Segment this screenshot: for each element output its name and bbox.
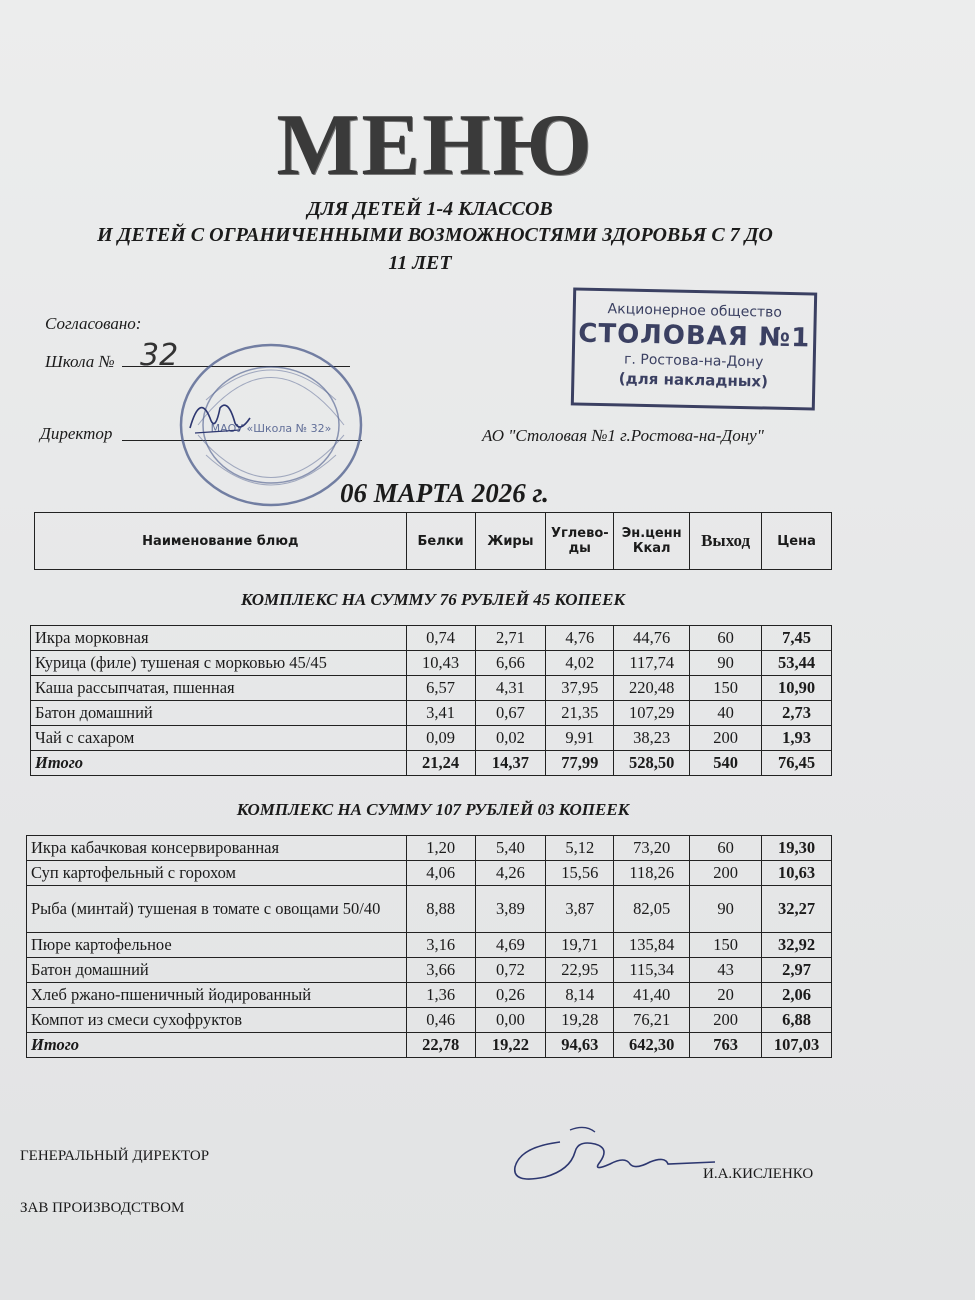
output-cell: 763 (690, 1033, 762, 1058)
proteins-cell: 21,24 (406, 751, 475, 776)
carbs-cell: 9,91 (546, 726, 614, 751)
price-cell: 76,45 (762, 751, 832, 776)
dish-name: Каша рассыпчатая, пшенная (31, 676, 407, 701)
total-row (27, 1033, 832, 1058)
header-energy: Эн.ценн Ккал (614, 513, 690, 570)
proteins-cell: 0,74 (406, 626, 475, 651)
price-cell: 1,93 (762, 726, 832, 751)
menu-header-table (34, 512, 832, 570)
proteins-cell: 3,41 (406, 701, 475, 726)
output-cell: 60 (690, 626, 762, 651)
gen-director-label: ГЕНЕРАЛЬНЫЙ ДИРЕКТОР (20, 1148, 210, 1164)
price-cell: 19,30 (762, 836, 832, 861)
carbs-cell: 3,87 (546, 886, 614, 933)
price-cell: 2,97 (762, 958, 832, 983)
dish-name: Икра кабачковая консервированная (27, 836, 407, 861)
approved-label: Согласовано: (45, 314, 142, 333)
dish-name: Батон домашний (31, 701, 407, 726)
price-cell: 2,73 (762, 701, 832, 726)
subtitle-line-3: 11 ЛЕТ (388, 252, 452, 274)
output-cell: 90 (690, 886, 762, 933)
stamp-line-1: Акционерное общество (607, 301, 783, 321)
carbs-cell: 19,28 (546, 1008, 614, 1033)
supplier-stamp (571, 287, 817, 410)
fats-cell: 4,26 (475, 861, 546, 886)
header-fats: Жиры (475, 513, 546, 570)
output-cell: 90 (690, 651, 762, 676)
header-proteins: Белки (406, 513, 475, 570)
proteins-cell: 10,43 (406, 651, 475, 676)
fats-cell: 6,66 (475, 651, 546, 676)
complex-2-title: КОМПЛЕКС НА СУММУ 107 РУБЛЕЙ 03 КОПЕЕК (236, 800, 630, 819)
proteins-cell: 6,57 (406, 676, 475, 701)
proteins-cell: 1,36 (406, 983, 475, 1008)
gen-director-signature (500, 1122, 720, 1192)
round-stamp-center: МАОУ «Школа № 32» (210, 422, 332, 435)
output-cell: 150 (690, 676, 762, 701)
carbs-cell: 19,71 (546, 933, 614, 958)
table-row (31, 651, 832, 676)
fats-cell: 3,89 (475, 886, 546, 933)
fats-cell: 0,67 (475, 701, 546, 726)
carbs-cell: 4,02 (546, 651, 614, 676)
table-row (31, 676, 832, 701)
energy-cell: 220,48 (614, 676, 690, 701)
output-cell: 200 (690, 1008, 762, 1033)
carbs-cell: 22,95 (546, 958, 614, 983)
carbs-cell: 5,12 (546, 836, 614, 861)
table-row (27, 1008, 832, 1033)
fats-cell: 19,22 (475, 1033, 546, 1058)
price-cell: 32,92 (762, 933, 832, 958)
page-title: МЕНЮ (276, 97, 594, 194)
stamp-line-3: г. Ростова-на-Дону (623, 351, 764, 371)
energy-cell: 528,50 (614, 751, 690, 776)
fats-cell: 0,72 (475, 958, 546, 983)
fats-cell: 4,31 (475, 676, 546, 701)
dish-name: Чай с сахаром (31, 726, 407, 751)
complex-2-table (26, 835, 832, 1058)
energy-cell: 44,76 (614, 626, 690, 651)
output-cell: 200 (690, 861, 762, 886)
table-row (31, 701, 832, 726)
director-label: Директор (40, 424, 113, 443)
subtitle-line-1: ДЛЯ ДЕТЕЙ 1-4 КЛАССОВ (307, 198, 553, 220)
dish-name: Курица (филе) тушеная с морковью 45/45 (31, 651, 407, 676)
production-manager-label: ЗАВ ПРОИЗВОДСТВОМ (20, 1200, 185, 1216)
energy-cell: 73,20 (614, 836, 690, 861)
dish-name: Пюре картофельное (27, 933, 407, 958)
energy-cell: 38,23 (614, 726, 690, 751)
price-cell: 107,03 (762, 1033, 832, 1058)
proteins-cell: 0,09 (406, 726, 475, 751)
dish-name: Компот из смеси сухофруктов (27, 1008, 407, 1033)
table-row (27, 933, 832, 958)
energy-cell: 642,30 (614, 1033, 690, 1058)
stamp-line-2: СТОЛОВАЯ №1 (577, 318, 811, 354)
proteins-cell: 0,46 (406, 1008, 475, 1033)
gen-director-name: И.А.КИСЛЕНКО (703, 1166, 814, 1182)
header-output: Выход (690, 513, 762, 570)
proteins-cell: 3,66 (406, 958, 475, 983)
output-cell: 540 (690, 751, 762, 776)
carbs-cell: 15,56 (546, 861, 614, 886)
energy-cell: 82,05 (614, 886, 690, 933)
fats-cell: 14,37 (475, 751, 546, 776)
energy-cell: 117,74 (614, 651, 690, 676)
complex-1-table (30, 625, 832, 776)
price-cell: 7,45 (762, 626, 832, 651)
table-row (27, 983, 832, 1008)
header-carbs: Углево-ды (546, 513, 614, 570)
dish-name: Суп картофельный с горохом (27, 861, 407, 886)
fats-cell: 0,00 (475, 1008, 546, 1033)
total-row (31, 751, 832, 776)
proteins-cell: 8,88 (406, 886, 475, 933)
dish-name: Батон домашний (27, 958, 407, 983)
carbs-cell: 8,14 (546, 983, 614, 1008)
price-cell: 32,27 (762, 886, 832, 933)
output-cell: 40 (690, 701, 762, 726)
fats-cell: 0,02 (475, 726, 546, 751)
table-row (27, 836, 832, 861)
price-cell: 53,44 (762, 651, 832, 676)
table-row (31, 726, 832, 751)
output-cell: 60 (690, 836, 762, 861)
output-cell: 43 (690, 958, 762, 983)
energy-cell: 76,21 (614, 1008, 690, 1033)
energy-cell: 135,84 (614, 933, 690, 958)
proteins-cell: 3,16 (406, 933, 475, 958)
menu-date: 06 МАРТА 2026 г. (340, 478, 549, 508)
carbs-cell: 94,63 (546, 1033, 614, 1058)
fats-cell: 4,69 (475, 933, 546, 958)
subtitle-line-2: И ДЕТЕЙ С ОГРАНИЧЕННЫМИ ВОЗМОЖНОСТЯМИ ЗДОРОВЬЯ С 7 ДО (97, 224, 773, 246)
carbs-cell: 37,95 (546, 676, 614, 701)
output-cell: 150 (690, 933, 762, 958)
dish-name: Итого (31, 751, 407, 776)
header-price: Цена (762, 513, 832, 570)
header-name: Наименование блюд (35, 513, 407, 570)
energy-cell: 41,40 (614, 983, 690, 1008)
carbs-cell: 4,76 (546, 626, 614, 651)
school-label: Школа № (45, 352, 115, 371)
dish-name: Хлеб ржано-пшеничный йодированный (27, 983, 407, 1008)
table-row (27, 958, 832, 983)
carbs-cell: 21,35 (546, 701, 614, 726)
fats-cell: 0,26 (475, 983, 546, 1008)
school-number: 32 (140, 338, 179, 373)
price-cell: 10,63 (762, 861, 832, 886)
proteins-cell: 1,20 (406, 836, 475, 861)
price-cell: 2,06 (762, 983, 832, 1008)
dish-name: Рыба (минтай) тушеная в томате с овощами 50/40 (27, 886, 407, 933)
price-cell: 6,88 (762, 1008, 832, 1033)
director-signature (180, 388, 260, 448)
table-row (27, 861, 832, 886)
dish-name: Итого (27, 1033, 407, 1058)
carbs-cell: 77,99 (546, 751, 614, 776)
supplier-name: АО "Столовая №1 г.Ростова-на-Дону" (482, 426, 764, 445)
proteins-cell: 4,06 (406, 861, 475, 886)
output-cell: 200 (690, 726, 762, 751)
fats-cell: 2,71 (475, 626, 546, 651)
dish-name: Икра морковная (31, 626, 407, 651)
energy-cell: 115,34 (614, 958, 690, 983)
energy-cell: 107,29 (614, 701, 690, 726)
proteins-cell: 22,78 (406, 1033, 475, 1058)
energy-cell: 118,26 (614, 861, 690, 886)
price-cell: 10,90 (762, 676, 832, 701)
table-row (27, 886, 832, 933)
stamp-line-4: (для накладных) (618, 369, 769, 391)
complex-1-title: КОМПЛЕКС НА СУММУ 76 РУБЛЕЙ 45 КОПЕЕК (241, 590, 625, 609)
output-cell: 20 (690, 983, 762, 1008)
fats-cell: 5,40 (475, 836, 546, 861)
table-row (31, 626, 832, 651)
